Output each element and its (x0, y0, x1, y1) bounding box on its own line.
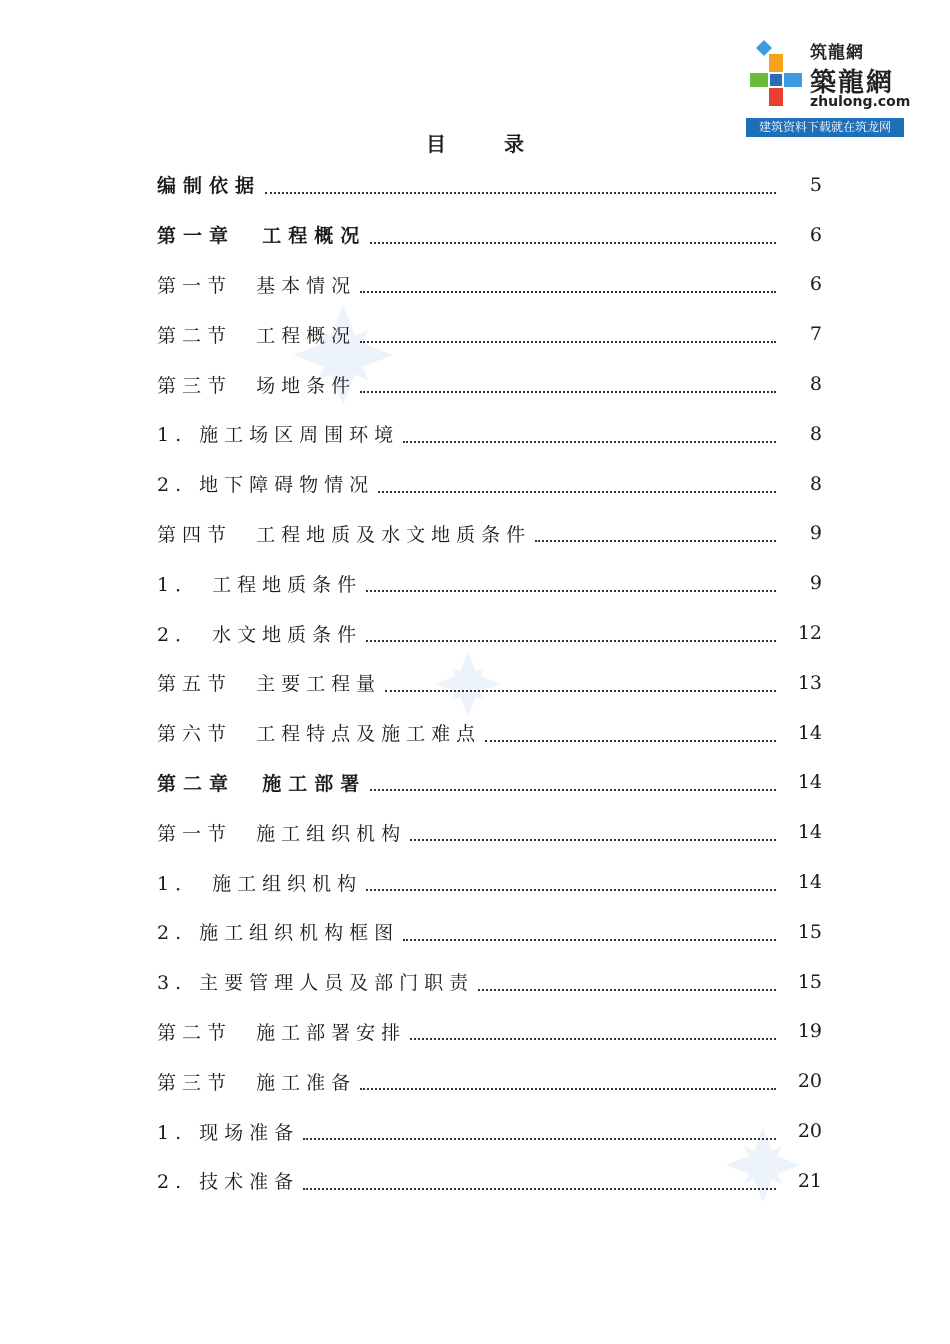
toc-leader-dots (410, 839, 776, 841)
toc-entry-label: 第四节 工程地质及水文地质条件 (157, 523, 532, 546)
toc-leader-dots (303, 1138, 776, 1140)
toc-entry-page: 15 (797, 970, 822, 993)
toc-entry[interactable] (157, 1156, 822, 1206)
toc-entry[interactable] (157, 758, 822, 808)
toc-entry[interactable] (157, 359, 822, 409)
toc-entry-page: 14 (797, 871, 822, 894)
toc-entry[interactable] (157, 1007, 822, 1057)
toc-entry-page: 12 (797, 622, 822, 645)
toc-leader-dots (485, 740, 776, 742)
toc-entry-page: 9 (809, 522, 822, 545)
toc-leader-dots (360, 341, 776, 343)
toc-leader-dots (366, 640, 776, 642)
toc-entry[interactable] (157, 1106, 822, 1156)
toc-leader-dots (403, 441, 776, 443)
toc-entry-page: 15 (797, 920, 822, 943)
toc-entry[interactable] (157, 309, 822, 359)
toc-entry-label: 第一节 基本情况 (157, 274, 357, 297)
toc-leader-dots (366, 590, 776, 592)
toc-entry[interactable] (157, 160, 822, 210)
toc-entry-label: 第一节 施工组织机构 (157, 822, 407, 845)
toc-title (0, 128, 950, 157)
toc-entry[interactable] (157, 658, 822, 708)
toc-entry-label: 第五节 主要工程量 (157, 673, 382, 696)
toc-entry-page: 20 (797, 1120, 822, 1143)
toc-entry-page: 8 (809, 472, 822, 495)
toc-entry-page: 20 (797, 1070, 822, 1093)
toc-entry[interactable] (157, 409, 822, 459)
toc-entry-label: 2． 水文地质条件 (157, 623, 363, 646)
toc-entry-label: 第二节 施工部署安排 (157, 1021, 407, 1044)
toc-entry[interactable] (157, 1056, 822, 1106)
toc-leader-dots (360, 291, 776, 293)
toc-entry-page: 21 (797, 1169, 822, 1192)
toc-entry-label: 编制依据 (157, 175, 262, 198)
toc-title-right: 录 (504, 132, 524, 156)
toc-leader-dots (410, 1038, 776, 1040)
toc-leader-dots (370, 242, 776, 244)
toc-entry-label: 1. 现场准备 (157, 1121, 300, 1144)
toc-leader-dots (378, 491, 776, 493)
toc-entry-page: 5 (809, 173, 822, 196)
toc-title-left: 目 (426, 132, 446, 156)
logo-domain: zhulong.com (810, 94, 911, 110)
toc-entry-page: 9 (809, 572, 822, 595)
toc-entry-label: 第一章 工程概况 (157, 225, 367, 248)
toc-entry-label: 2. 技术准备 (157, 1171, 300, 1194)
toc-entry[interactable] (157, 608, 822, 658)
toc-leader-dots (403, 939, 776, 941)
toc-entry-page: 14 (797, 721, 822, 744)
toc-entry[interactable] (157, 957, 822, 1007)
toc-entry-label: 1． 施工组织机构 (157, 872, 363, 895)
toc-entry-label: 第二节 工程概况 (157, 324, 357, 347)
toc-entry-page: 6 (809, 273, 822, 296)
toc-entry-label: 第三节 施工准备 (157, 1071, 357, 1094)
toc-entry[interactable] (157, 260, 822, 310)
logo-flower-icon (746, 36, 808, 118)
toc-entry-page: 19 (797, 1020, 822, 1043)
toc-leader-dots (265, 192, 776, 194)
toc-entry-label: 2. 地下障碍物情况 (157, 474, 375, 497)
toc-entry[interactable] (157, 857, 822, 907)
toc-entry-label: 1. 施工场区周围环境 (157, 424, 400, 447)
logo-banner: 建筑资料下载就在筑龙网 (746, 118, 904, 137)
toc-entry[interactable] (157, 807, 822, 857)
toc-entry[interactable] (157, 558, 822, 608)
toc-entry[interactable] (157, 459, 822, 509)
toc-leader-dots (360, 1088, 776, 1090)
toc-entry-page: 7 (809, 323, 822, 346)
zhulong-logo (746, 36, 911, 138)
toc-leader-dots (370, 789, 776, 791)
toc-entry-label: 3. 主要管理人员及部门职责 (157, 972, 475, 995)
toc-entry-page: 6 (809, 223, 822, 246)
toc-entry-page: 8 (809, 422, 822, 445)
toc-entry-page: 14 (797, 821, 822, 844)
toc-entry-page: 8 (809, 373, 822, 396)
toc-entry-label: 第二章 施工部署 (157, 772, 367, 795)
toc-entry[interactable] (157, 509, 822, 559)
toc-entry-label: 1． 工程地质条件 (157, 573, 363, 596)
toc-entry-label: 第六节 工程特点及施工难点 (157, 723, 482, 746)
toc-entry-label: 2. 施工组织机构框图 (157, 922, 400, 945)
logo-text-main: 築龍網 (810, 68, 895, 98)
toc-entry[interactable] (157, 210, 822, 260)
toc-leader-dots (385, 690, 776, 692)
toc-list (157, 160, 822, 1206)
toc-entry-label: 第三节 场地条件 (157, 374, 357, 397)
toc-leader-dots (303, 1188, 776, 1190)
toc-entry[interactable] (157, 708, 822, 758)
toc-entry-page: 13 (797, 671, 822, 694)
toc-entry[interactable] (157, 907, 822, 957)
toc-leader-dots (478, 989, 776, 991)
logo-text-top: 筑龍網 (810, 43, 864, 63)
toc-leader-dots (360, 391, 776, 393)
toc-entry-page: 14 (797, 771, 822, 794)
toc-leader-dots (535, 540, 776, 542)
toc-leader-dots (366, 889, 776, 891)
